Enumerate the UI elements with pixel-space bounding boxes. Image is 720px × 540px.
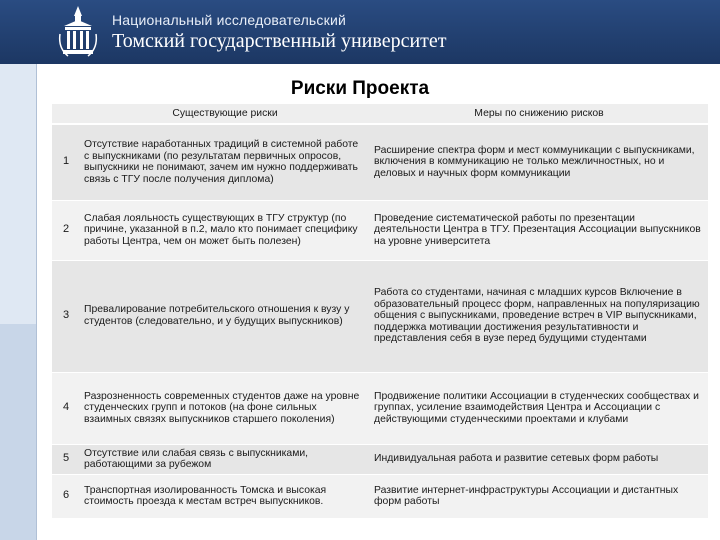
university-header [0, 0, 720, 64]
risk-cell: Транспортная изолированность Томска и высокая стоимость проезда к местам встреч выпускников. [80, 474, 370, 518]
table-row [52, 124, 708, 200]
table-row [52, 372, 708, 444]
header-number [52, 104, 80, 124]
left-sidebar-decoration [0, 64, 36, 540]
risk-cell: Отсутствие или слабая связь с выпускниками, работающими за рубежом [80, 444, 370, 474]
university-logo-icon [58, 4, 98, 60]
measure-cell: Работа со студентами, начиная с младших курсов Включение в образовательный процесс форм, направленных на популяризацию общения с выпускниками, проведение встреч в VIP выпускниками, поддержка мотивации достижения результативности и представления себя в вузе перед будущими студентами [370, 260, 708, 372]
row-number: 5 [52, 444, 80, 474]
slide-title: Риски Проекта [290, 78, 430, 99]
measure-cell: Проведение систематической работы по презентации деятельности Центра в ТГУ. Презентация Ассоциации выпускников на уровне университета [370, 200, 708, 260]
measure-cell: Продвижение политики Ассоциации в студенческих сообществах и группах, усиление взаимодействия Центра и Ассоциации с действующими студенческими проектами и клубами [370, 372, 708, 444]
table-row [52, 444, 708, 474]
university-name-line2: Томский государственный университет [112, 30, 447, 52]
header-existing-risks: Существующие риски [80, 104, 370, 124]
row-number: 3 [52, 260, 80, 372]
header-mitigation-measures: Меры по снижению рисков [370, 104, 708, 124]
risk-cell: Отсутствие наработанных традиций в системной работе с выпускниками (по результатам первичных опросов, выпускники не понимают, зачем им нужно поддерживать связь с ТГУ после получения диплома) [80, 124, 370, 200]
risk-cell: Слабая лояльность существующих в ТГУ структур (по причине, указанной в п.2, мало кто понимает специфику работы Центра, чем он может быть полезен) [80, 200, 370, 260]
measure-cell: Индивидуальная работа и развитие сетевых форм работы [370, 444, 708, 474]
row-number: 6 [52, 474, 80, 518]
table-row [52, 260, 708, 372]
risk-cell: Разрозненность современных студентов даже на уровне студенческих групп и потоков (на фоне сильных взаимных связях выпускников старшего поколения) [80, 372, 370, 444]
table-header-row [52, 104, 708, 124]
row-number: 1 [52, 124, 80, 200]
university-name-line1: Национальный исследовательский [112, 12, 346, 28]
risk-cell: Превалирование потребительского отношения к вузу у студентов (следовательно, и у будущих выпускников) [80, 260, 370, 372]
row-number: 4 [52, 372, 80, 444]
measure-cell: Расширение спектра форм и мест коммуникации с выпускниками, включения в коммуникацию не только межличностных, но и деловых и научных форм коммуникации [370, 124, 708, 200]
row-number: 2 [52, 200, 80, 260]
sidebar-divider [36, 64, 37, 540]
table-row [52, 474, 708, 518]
risks-table [52, 104, 708, 519]
measure-cell: Развитие интернет-инфраструктуры Ассоциации и дистантных форм работы [370, 474, 708, 518]
table-row [52, 200, 708, 260]
sidebar-tab-decoration [0, 324, 36, 540]
